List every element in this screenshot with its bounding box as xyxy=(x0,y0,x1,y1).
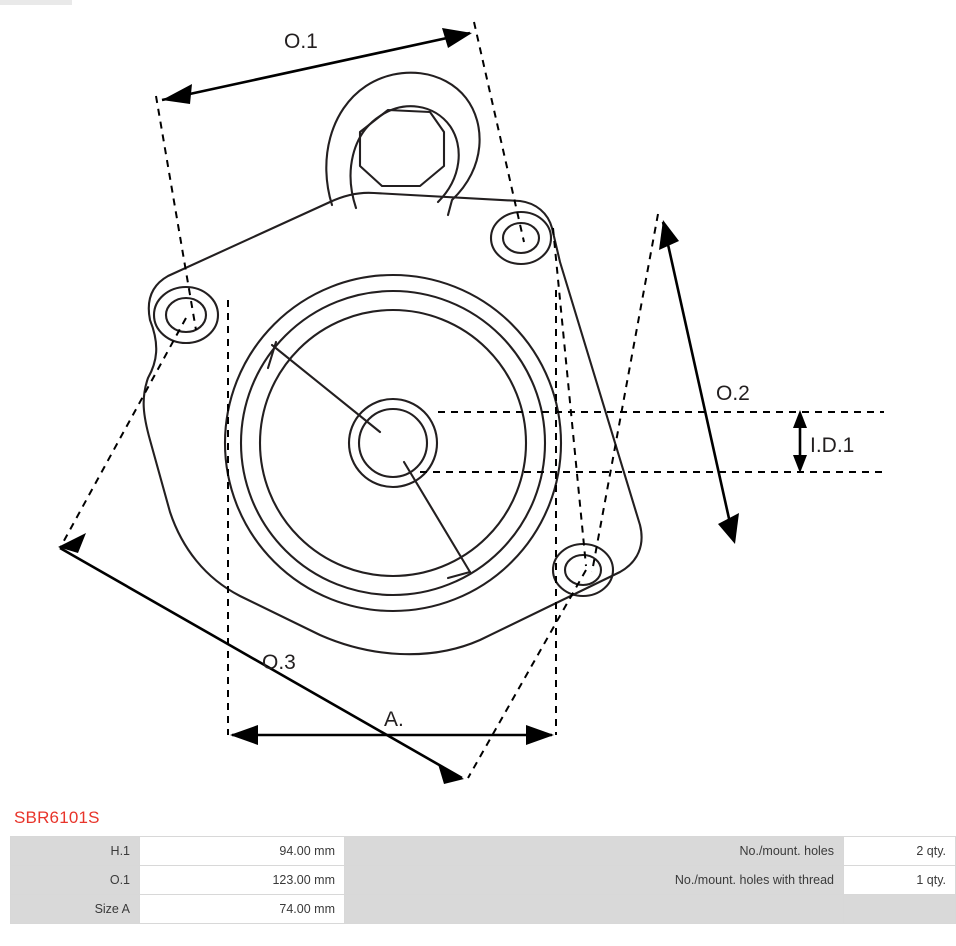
internal-spokes xyxy=(268,342,470,578)
spec-label-o1: O.1 xyxy=(11,866,140,895)
part-code: SBR6101S xyxy=(14,808,100,827)
spec-value-mount-holes-thread: 1 qty. xyxy=(844,866,956,895)
part-info-block xyxy=(10,808,946,924)
spec-value-size-a: 74.00 mm xyxy=(140,895,345,924)
spec-table xyxy=(10,836,956,924)
dimension-arrow-lines xyxy=(60,33,800,778)
dimension-construction-lines xyxy=(60,22,884,778)
spec-label-h1: H.1 xyxy=(11,837,140,866)
mounting-hole-left xyxy=(154,287,218,343)
spec-empty-cell xyxy=(345,895,844,924)
mounting-hole-top-right xyxy=(491,212,551,264)
dimension-label-id1: I.D.1 xyxy=(810,434,855,457)
spec-empty-cell-2 xyxy=(844,895,956,924)
table-row xyxy=(11,866,956,895)
dimension-label-a: A. xyxy=(384,708,404,731)
center-bore-circles xyxy=(225,275,561,611)
table-row xyxy=(11,837,956,866)
spec-label-size-a: Size A xyxy=(11,895,140,924)
housing-outline xyxy=(144,193,642,654)
spec-value-h1: 94.00 mm xyxy=(140,837,345,866)
mounting-hole-bottom-right xyxy=(553,544,613,596)
dimension-arrowheads xyxy=(58,28,807,784)
spec-label-mount-holes: No./mount. holes xyxy=(345,837,844,866)
spec-label-mount-holes-thread: No./mount. holes with thread xyxy=(345,866,844,895)
spec-value-o1: 123.00 mm xyxy=(140,866,345,895)
dimension-label-o1: O.1 xyxy=(284,30,318,53)
dimension-label-o3: O.3 xyxy=(262,651,296,674)
spec-value-mount-holes: 2 qty. xyxy=(844,837,956,866)
dimension-label-o2: O.2 xyxy=(716,382,750,405)
table-row xyxy=(11,895,956,924)
